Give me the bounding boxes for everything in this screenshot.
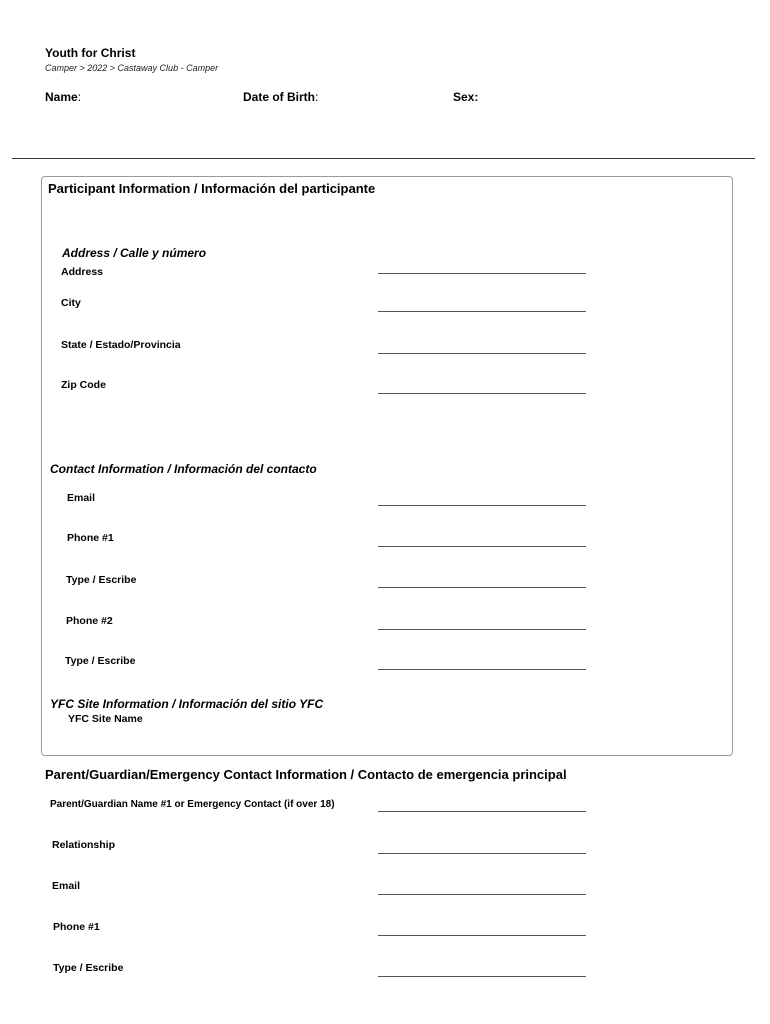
header-divider (12, 158, 755, 159)
relationship-field[interactable] (378, 853, 586, 854)
guardian-phone-field[interactable] (378, 935, 586, 936)
phone-2-label: Phone #2 (66, 615, 113, 627)
phone-2-field[interactable] (378, 629, 586, 630)
state-field[interactable] (378, 353, 586, 354)
city-field[interactable] (378, 311, 586, 312)
email-label: Email (67, 492, 96, 504)
phone-2-type-label: Type / Escribe (65, 655, 136, 667)
guardian-phone-type-label: Type / Escribe (53, 962, 124, 974)
site-name-label: YFC Site Name (68, 713, 143, 725)
contact-heading: Contact Information / Información del contacto (50, 462, 317, 476)
phone-1-type-field[interactable] (378, 587, 586, 588)
guardian-phone-label: Phone #1 (53, 921, 100, 933)
participant-section-title: Participant Information / Información del participante (48, 181, 376, 196)
name-colon: : (77, 90, 82, 104)
phone-2-type-field[interactable] (378, 669, 586, 670)
address-heading: Address / Calle y número (62, 246, 207, 260)
phone-1-field[interactable] (378, 546, 586, 547)
guardian-name-label: Parent/Guardian Name #1 or Emergency Contact (if over 18) (50, 799, 335, 810)
phone-1-label: Phone #1 (67, 532, 114, 544)
phone-1-type-label: Type / Escribe (66, 574, 137, 586)
dob-label-text: Date of Birth (243, 90, 315, 104)
site-heading: YFC Site Information / Información del sitio YFC (50, 697, 324, 711)
name-label (45, 90, 81, 104)
guardian-section-title: Parent/Guardian/Emergency Contact Information / Contacto de emergencia principal (45, 767, 567, 782)
relationship-label: Relationship (52, 839, 116, 851)
breadcrumb: Camper > 2022 > Castaway Club - Camper (45, 63, 219, 73)
guardian-name-field[interactable] (378, 811, 586, 812)
address-label: Address (61, 266, 104, 278)
state-label: State / Estado/Provincia (61, 339, 181, 351)
sex-label: Sex: (453, 90, 479, 104)
email-field[interactable] (378, 505, 586, 506)
address-field[interactable] (378, 273, 586, 274)
city-label: City (61, 297, 81, 309)
guardian-email-label: Email (52, 880, 81, 892)
guardian-phone-type-field[interactable] (378, 976, 586, 977)
guardian-email-field[interactable] (378, 894, 586, 895)
name-label-text: Name (45, 90, 78, 104)
zip-code-field[interactable] (378, 393, 586, 394)
zip-code-label: Zip Code (61, 379, 106, 391)
organization-name: Youth for Christ (45, 46, 136, 60)
date-of-birth-label (243, 90, 318, 104)
dob-colon: : (315, 90, 319, 104)
